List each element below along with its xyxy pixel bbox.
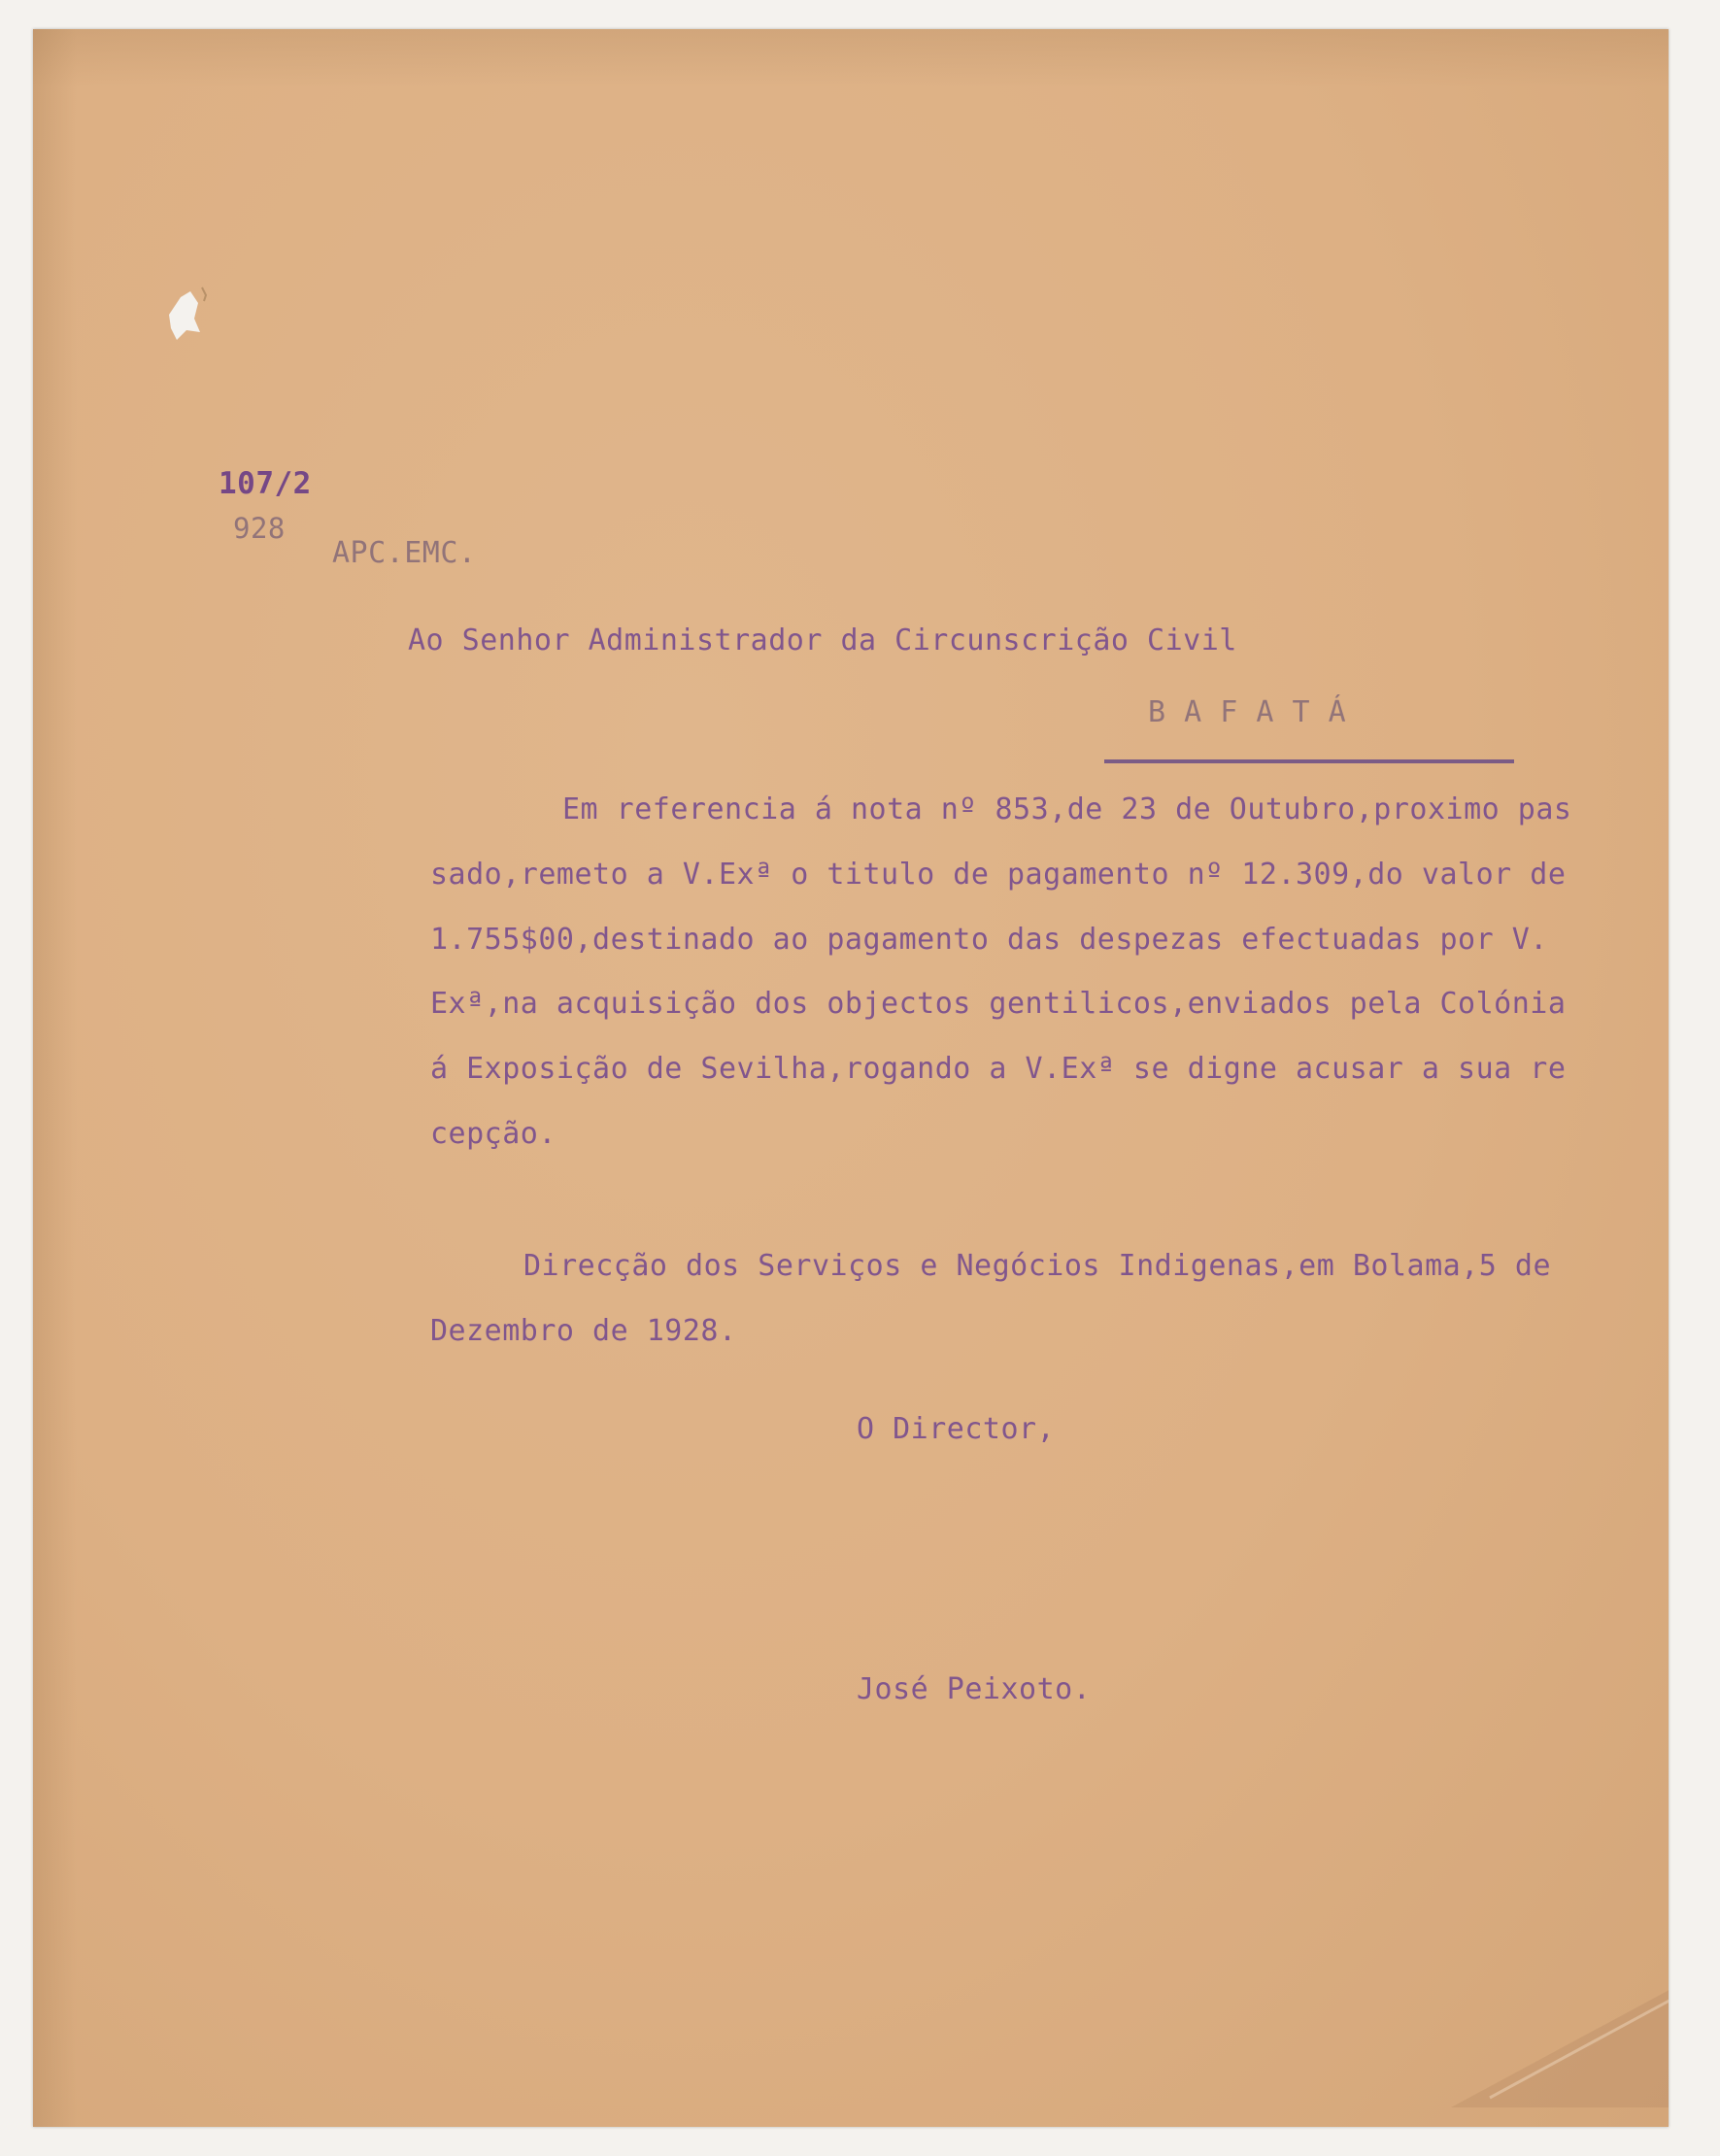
body-line-5: á Exposição de Sevilha,rogando a V.Exª se digne acusar a sua re (430, 1052, 1567, 1086)
body-line-3: 1.755$00,destinado ao pagamento das despezas efectuadas por V. (430, 923, 1548, 957)
reference-year: 928 (233, 512, 286, 545)
closing-place-date-line-2: Dezembro de 1928. (430, 1314, 737, 1348)
closing-place-date-line-1: Direcção dos Serviços e Negócios Indigenas,em Bolama,5 de (523, 1249, 1552, 1283)
document-page (33, 29, 1669, 2127)
paper-stain-left (33, 29, 77, 2127)
signature-name: José Peixoto. (857, 1672, 1092, 1706)
reference-code: APC.EMC. (332, 536, 477, 570)
body-line-6: cepção. (430, 1117, 556, 1151)
reference-number: 107/2 (219, 466, 312, 501)
paper-corner-crease (1451, 1933, 1669, 2107)
addressee-line: Ao Senhor Administrador da Circunscrição Civil (408, 623, 1237, 657)
addressee-underline (1104, 759, 1514, 763)
paper-stain-top (33, 29, 1669, 87)
paper-tear-hole (161, 286, 208, 344)
addressee-place: B A F A T Á (1148, 695, 1347, 729)
body-line-1: Em referencia á nota nº 853,de 23 de Outubro,proximo pas (562, 792, 1572, 826)
body-line-2: sado,remeto a V.Exª o titulo de pagamento nº 12.309,do valor de (430, 858, 1567, 892)
director-title: O Director, (857, 1412, 1056, 1446)
body-line-4: Exª,na acquisição dos objectos gentilicos,enviados pela Colónia (430, 987, 1567, 1021)
